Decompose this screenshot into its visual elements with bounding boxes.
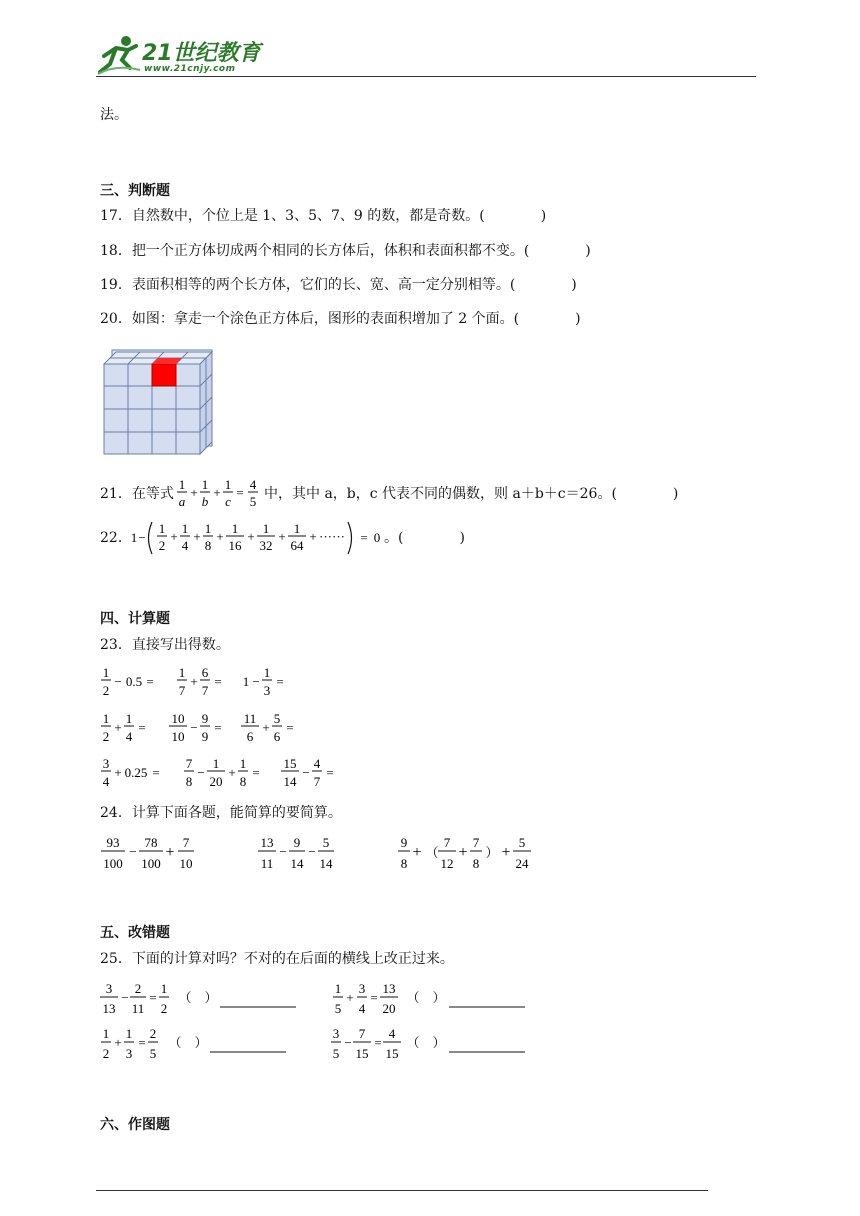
svg-text:（ ）: （ ）	[406, 1035, 446, 1050]
svg-text:7: 7	[472, 835, 480, 850]
svg-text:10: 10	[179, 856, 193, 871]
svg-text:−: −	[344, 1035, 352, 1050]
svg-text:6: 6	[201, 665, 209, 680]
svg-text:1: 1	[158, 521, 166, 536]
section-heading-calc: 四、计算题	[100, 611, 170, 627]
svg-text:3: 3	[102, 756, 110, 771]
svg-text:+: +	[213, 485, 221, 500]
svg-text:3: 3	[105, 981, 113, 996]
svg-text:5: 5	[249, 494, 257, 509]
svg-text:−: −	[252, 674, 260, 689]
svg-text:（ ）: （ ）	[406, 990, 446, 1005]
svg-text:+: +	[193, 529, 201, 544]
svg-text:−: −	[129, 844, 137, 859]
svg-text:15: 15	[355, 1046, 369, 1061]
svg-text:（: （	[425, 845, 439, 860]
logo-text: 21世纪教育	[142, 41, 261, 66]
svg-text:1: 1	[181, 521, 189, 536]
svg-text:c: c	[225, 494, 231, 509]
svg-text:−: −	[138, 530, 146, 545]
svg-text:1: 1	[212, 756, 220, 771]
svg-text:11: 11	[131, 1001, 145, 1016]
svg-text:+: +	[114, 1035, 122, 1050]
svg-text:5: 5	[149, 1046, 157, 1061]
svg-text:+: +	[170, 529, 178, 544]
q22-prefix: 22．	[100, 530, 132, 546]
question-24: 24．计算下面各题，能简算的要简算。	[100, 805, 342, 821]
svg-text:+: +	[165, 844, 175, 861]
svg-text:1: 1	[160, 981, 168, 996]
removed-cube-highlight	[152, 364, 176, 386]
svg-text:0.25: 0.25	[124, 765, 148, 780]
svg-text:2: 2	[102, 729, 110, 744]
svg-text:7: 7	[443, 835, 451, 850]
svg-text:20: 20	[382, 1001, 396, 1016]
svg-text:3: 3	[332, 1026, 340, 1041]
q21-prefix: 21．在等式	[100, 486, 174, 502]
svg-text:2: 2	[160, 1001, 168, 1016]
header-rule	[96, 76, 756, 77]
svg-text:6: 6	[246, 729, 254, 744]
svg-text:24: 24	[515, 856, 529, 871]
svg-text:3: 3	[358, 981, 366, 996]
q23-mental-math-grid	[100, 664, 360, 794]
svg-text:（ ）: （ ）	[168, 1035, 208, 1050]
svg-text:=: =	[286, 720, 294, 735]
svg-text:2: 2	[158, 538, 166, 553]
svg-text:6: 6	[273, 729, 281, 744]
svg-text:1: 1	[102, 665, 110, 680]
svg-text:7: 7	[182, 835, 190, 850]
cube-stack-figure	[100, 346, 220, 458]
carryover-text: 法。	[100, 107, 128, 123]
svg-text:5: 5	[518, 835, 526, 850]
svg-text:64: 64	[290, 538, 304, 553]
question-23: 23．直接写出得数。	[100, 637, 230, 653]
question-20: 20．如图：拿走一个涂色正方体后，图形的表面积增加了 2 个面。( )	[100, 311, 581, 327]
svg-text:−: −	[114, 674, 122, 689]
svg-text:93: 93	[106, 835, 120, 850]
svg-text:−: −	[308, 844, 316, 859]
svg-text:3: 3	[263, 683, 271, 698]
svg-text:+: +	[247, 529, 255, 544]
svg-text:+: +	[346, 990, 354, 1005]
svg-text:14: 14	[319, 856, 333, 871]
svg-text:+: +	[190, 674, 198, 689]
svg-text:+: +	[458, 844, 468, 861]
svg-text:=: =	[214, 674, 222, 689]
svg-text:+: +	[278, 529, 286, 544]
svg-text:9: 9	[201, 729, 209, 744]
svg-text:8: 8	[239, 774, 247, 789]
svg-text:4: 4	[313, 756, 321, 771]
svg-text:−: −	[190, 720, 198, 735]
svg-text:15: 15	[385, 1046, 399, 1061]
svg-text:=: =	[370, 990, 378, 1005]
svg-text:2: 2	[149, 1026, 157, 1041]
svg-text:2: 2	[102, 683, 110, 698]
svg-text:0.5: 0.5	[125, 674, 143, 689]
svg-text:）: ）	[485, 845, 499, 860]
q22-suffix: 。( )	[384, 530, 465, 546]
svg-text:−: −	[279, 844, 287, 859]
q25-correction-items	[100, 980, 540, 1068]
svg-text:13: 13	[382, 981, 396, 996]
svg-text:10: 10	[171, 711, 185, 726]
svg-text:7: 7	[178, 683, 186, 698]
svg-text:1: 1	[262, 521, 270, 536]
svg-text:3: 3	[125, 1046, 133, 1061]
svg-text:4: 4	[102, 774, 110, 789]
svg-text:+: +	[228, 765, 236, 780]
svg-text:100: 100	[103, 856, 123, 871]
svg-text:4: 4	[125, 729, 133, 744]
page-header	[96, 28, 756, 78]
question-25: 25．下面的计算对吗？不对的在后面的横线上改正过来。	[100, 951, 454, 967]
svg-text:1: 1	[293, 521, 301, 536]
question-18: 18．把一个正方体切成两个相同的长方体后，体积和表面积都不变。( )	[100, 243, 591, 259]
svg-text:+: +	[501, 844, 511, 861]
svg-text:5: 5	[334, 1001, 342, 1016]
svg-text:=: =	[360, 530, 368, 545]
svg-text:=: =	[276, 674, 284, 689]
svg-text:12: 12	[440, 856, 454, 871]
svg-text:16: 16	[228, 538, 242, 553]
svg-text:11: 11	[260, 856, 274, 871]
svg-text:7: 7	[358, 1026, 366, 1041]
svg-text:=: =	[236, 485, 244, 500]
question-19: 19．表面积相等的两个长方体，它们的长、宽、高一定分别相等。( )	[100, 277, 577, 293]
svg-text:+: +	[190, 485, 198, 500]
svg-text:=: =	[152, 765, 160, 780]
svg-text:78: 78	[144, 835, 158, 850]
svg-text:1: 1	[125, 711, 133, 726]
svg-text:1: 1	[242, 674, 250, 689]
svg-text:8: 8	[400, 856, 408, 871]
svg-text:1: 1	[125, 1026, 133, 1041]
svg-text:13: 13	[102, 1001, 116, 1016]
svg-text:+: +	[262, 720, 270, 735]
svg-text:7: 7	[313, 774, 321, 789]
section-heading-judge: 三、判断题	[100, 183, 170, 199]
runner-logo-icon	[96, 34, 142, 76]
svg-text:4: 4	[249, 477, 257, 492]
svg-text:20: 20	[209, 774, 223, 789]
svg-text:a: a	[178, 494, 186, 509]
q24-expressions	[100, 832, 540, 874]
svg-text:+: +	[309, 529, 317, 544]
svg-text:10: 10	[171, 729, 185, 744]
svg-text:=: =	[138, 720, 146, 735]
svg-text:100: 100	[141, 856, 161, 871]
svg-text:2: 2	[102, 1046, 110, 1061]
svg-text:1: 1	[178, 665, 186, 680]
svg-text:1: 1	[204, 521, 212, 536]
svg-text:5: 5	[322, 835, 330, 850]
svg-text:=: =	[252, 765, 260, 780]
svg-text:······: ······	[319, 529, 345, 544]
svg-text:32: 32	[259, 538, 273, 553]
svg-text:8: 8	[185, 774, 193, 789]
svg-text:1: 1	[130, 530, 138, 545]
svg-text:+: +	[114, 720, 122, 735]
svg-text:=: =	[214, 720, 222, 735]
svg-text:4: 4	[181, 538, 189, 553]
svg-text:1: 1	[102, 711, 110, 726]
svg-text:14: 14	[290, 856, 304, 871]
section-heading-draw: 六、作图题	[100, 1117, 170, 1133]
svg-text:1: 1	[231, 521, 239, 536]
svg-text:−: −	[197, 765, 205, 780]
svg-text:=: =	[326, 765, 334, 780]
footer-rule	[96, 1190, 708, 1191]
svg-text:1: 1	[224, 477, 232, 492]
svg-text:=: =	[146, 674, 154, 689]
svg-text:−: −	[121, 990, 129, 1005]
svg-text:9: 9	[201, 711, 209, 726]
q22-expression	[128, 518, 384, 558]
svg-text:14: 14	[283, 774, 297, 789]
svg-text:9: 9	[400, 835, 408, 850]
q21-equation	[172, 477, 264, 511]
svg-text:8: 8	[204, 538, 212, 553]
svg-text:15: 15	[283, 756, 297, 771]
svg-text:b: b	[201, 494, 209, 509]
svg-text:13: 13	[260, 835, 274, 850]
logo-url: www.21cnjy.com	[144, 64, 236, 74]
section-heading-correct: 五、改错题	[100, 925, 170, 941]
svg-text:9: 9	[293, 835, 301, 850]
svg-text:1: 1	[263, 665, 271, 680]
svg-text:+: +	[412, 844, 422, 861]
svg-text:7: 7	[185, 756, 193, 771]
svg-text:4: 4	[358, 1001, 366, 1016]
svg-text:1: 1	[102, 1026, 110, 1041]
svg-text:1: 1	[201, 477, 209, 492]
svg-text:0: 0	[373, 530, 381, 545]
svg-text:5: 5	[273, 711, 281, 726]
svg-text:5: 5	[332, 1046, 340, 1061]
svg-text:=: =	[138, 1035, 146, 1050]
svg-text:4: 4	[388, 1026, 396, 1041]
svg-text:1: 1	[334, 981, 342, 996]
svg-text:=: =	[374, 1035, 382, 1050]
svg-text:2: 2	[134, 981, 142, 996]
svg-text:11: 11	[243, 711, 257, 726]
svg-text:1: 1	[239, 756, 247, 771]
question-17: 17．自然数中，个位上是 1、3、5、7、9 的数，都是奇数。( )	[100, 208, 547, 224]
svg-text:=: =	[149, 990, 157, 1005]
q21-suffix: 中，其中 a，b，c 代表不同的偶数，则 a＋b＋c＝26。( )	[264, 486, 679, 502]
svg-text:+: +	[216, 529, 224, 544]
svg-text:7: 7	[201, 683, 209, 698]
svg-text:1: 1	[178, 477, 186, 492]
svg-text:+: +	[114, 765, 122, 780]
svg-text:8: 8	[472, 856, 480, 871]
svg-text:−: −	[302, 765, 310, 780]
svg-text:（ ）: （ ）	[178, 990, 218, 1005]
